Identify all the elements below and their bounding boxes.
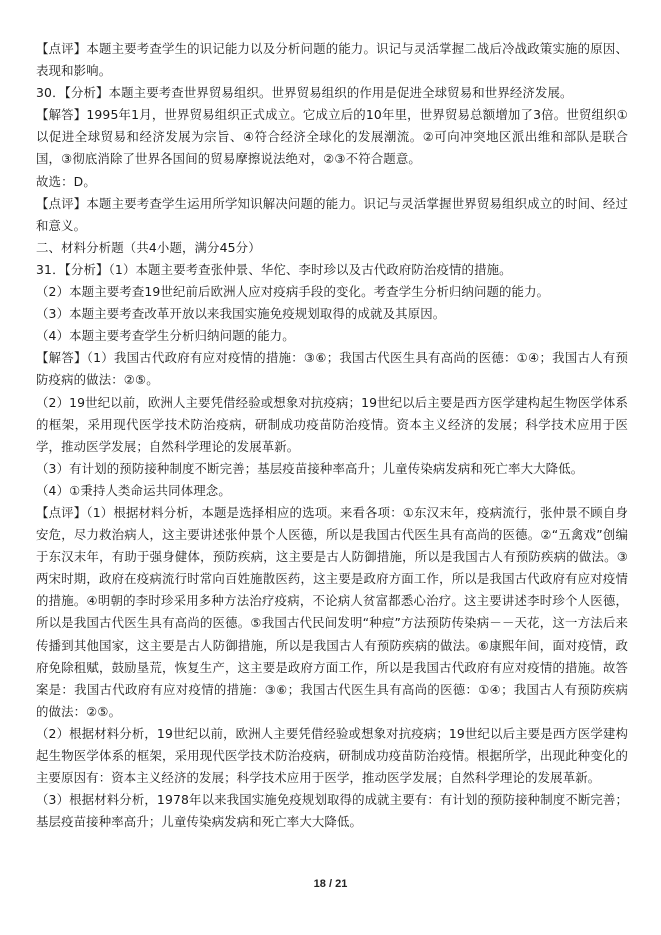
question-30-answer: 【解答】1995年1月，世界贸易组织正式成立。它成立后的10年里，世界贸易总额增加了3倍。世贸组织①以促进全球贸易和经济发展为宗旨、④符合经济全球化的发展潮流。②可向冲突地区派出维和部队是联合国，③彻底消除了世界各国间的贸易摩擦说法绝对，②③不符合题意。	[36, 107, 628, 167]
question-30-comment: 【点评】本题主要考查学生运用所学知识解决问题的能力。识记与灵活掌握世界贸易组织成立的时间、经过和意义。	[36, 195, 628, 233]
question-31-comment-1: 【点评】（1）根据材料分析，本题是选择相应的选项。来看各项：①东汉末年，疫病流行，张仲景不顾自身安危，尽力救治病人，这主要讲述张仲景个人医德，所以是我国古代医生具有高尚的医德。②“五禽戏”创编于东汉末年，有助于强身健体，预防疾病，这主要是古人防御措施，所以是我国古人有预防疾病的做法。③两宋时期，政府在疫病流行时常向百姓施散医药，这主要是政府方面工作，所以是我国古代政府有应对疫情的措施。④明朝的李时珍采用多种方法治疗疫病，不论病人贫富都悉心治疗。这主要讲述李时珍个人医德，所以是我国古代医生具有高尚的医德。⑤我国古代民间发明“种痘”方法预防传染病－－天花，这一方法后来传播到其他国家，这主要是古人防御措施，所以是我国古人有预防疾病的做法。⑥康熙年间，面对疫情，政府免除租赋，鼓励垦荒，恢复生产，这主要是政府方面工作，所以是我国古代政府有应对疫情的措施。故答案是：我国古代政府有应对疫情的措施：③⑥；我国古代医生具有高尚的医德：①④；我国古人有预防疾病的做法：②⑤。	[36, 504, 628, 719]
question-30-analysis: 30．【分析】本题主要考查世界贸易组织。世界贸易组织的作用是促进全球贸易和世界经济发展。	[36, 85, 573, 101]
question-30-choice: 故选：D。	[36, 173, 96, 189]
question-31-answer-2: （2）19世纪以前，欧洲人主要凭借经验或想象对抗疫病；19世纪以后主要是西方医学建构起生物医学体系的框架，采用现代医学技术防治疫病，研制成功疫苗防治疫情。资本主义经济的发展；科学技术应用于医学，推动医学发展；自然科学理论的发展革新。	[36, 394, 628, 454]
question-31-analysis-3: （3）本题主要考查改革开放以来我国实施免疫规划取得的成就及其原因。	[36, 306, 446, 322]
question-31-answer-3: （3）有计划的预防接种制度不断完善；基层疫苗接种率高升；儿童传染病发病和死亡率大大降低。	[36, 460, 584, 476]
question-31-analysis-2: （2）本题主要考查19世纪前后欧洲人应对疫病手段的变化。考查学生分析归纳问题的能力。	[36, 284, 550, 300]
question-31-answer-4: （4）①秉持人类命运共同体理念。	[36, 482, 231, 498]
page-content	[36, 38, 628, 833]
question-31-analysis-4: （4）本题主要考查学生分析归纳问题的能力。	[36, 328, 295, 344]
question-31-analysis-1: 31．【分析】（1）本题主要考查张仲景、华佗、李时珍以及古代政府防治疫情的措施。	[36, 261, 512, 277]
section-heading: 二、材料分析题（共4小题，满分45分）	[36, 239, 261, 255]
question-31-comment-3: （3）根据材料分析，1978年以来我国实施免疫规划取得的成就主要有：有计划的预防接种制度不断完善；基层疫苗接种率高升；儿童传染病发病和死亡率大大降低。	[36, 792, 628, 830]
question-31-answer-1: 【解答】（1）我国古代政府有应对疫情的措施：③⑥；我国古代医生具有高尚的医德：①④；我国古人有预防疫病的做法：②⑤。	[36, 350, 628, 388]
question-31-comment-2: （2）根据材料分析，19世纪以前，欧洲人主要凭借经验或想象对抗疫病；19世纪以后主要是西方医学建构起生物医学体系的框架，采用现代医学技术防治疫病，研制成功疫苗防治疫情。根据所学，出现此种变化的主要原因有：资本主义经济的发展；科学技术应用于医学，推动医学发展；自然科学理论的发展革新。	[36, 725, 628, 786]
comment-paragraph: 【点评】本题主要考查学生的识记能力以及分析问题的能力。识记与灵活掌握二战后冷战政策实施的原因、表现和影响。	[36, 41, 628, 79]
page-number: 18 / 21	[313, 878, 348, 890]
